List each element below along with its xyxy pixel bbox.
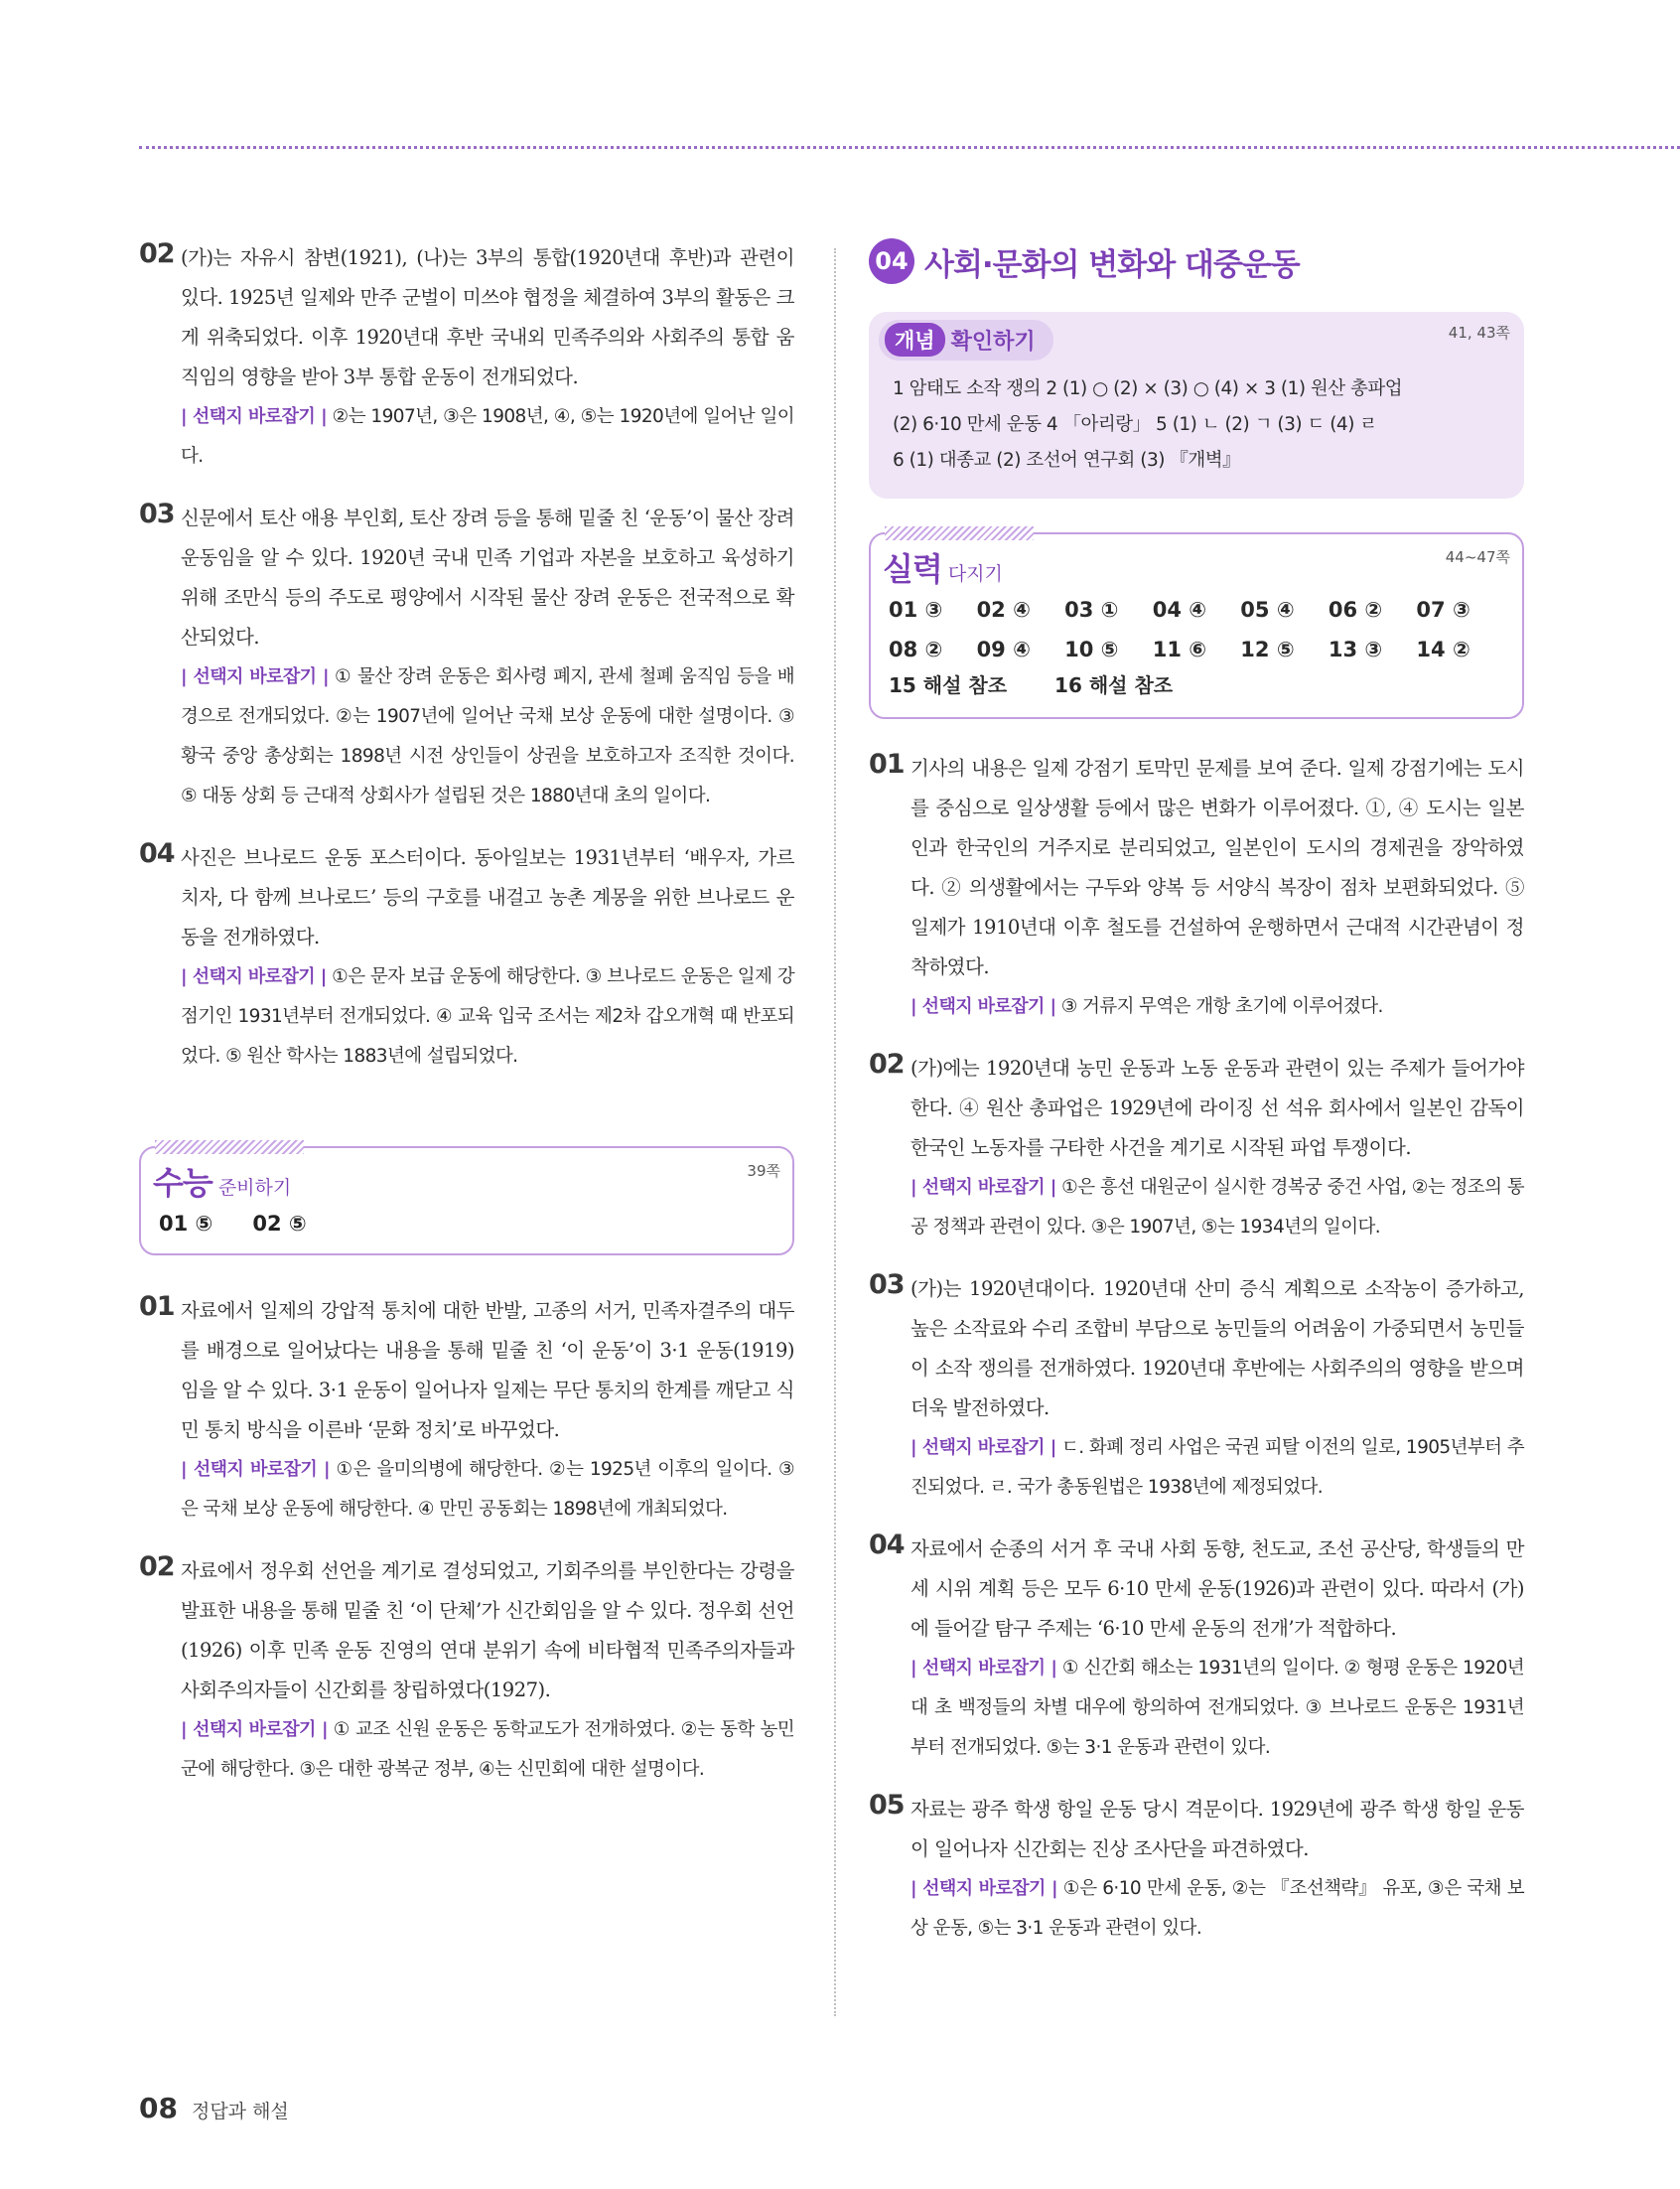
answer-grid bbox=[889, 592, 1504, 667]
column-divider bbox=[834, 248, 836, 2016]
entry-body: (가)는 자유시 참변(1921), (나)는 3부의 통합(1920년대 후반)과 관련이 있다. 1925년 일제와 만주 군벌이 미쓰야 협정을 체결하여 3부의 활동은 크게 위축되었다. 이후 1920년대 후반 국내외 민족주의와 사회주의 통합 움직임의 영향을 받아 3부 통합 운동이 전개되었다. bbox=[181, 246, 794, 388]
section-title: 사회·문화의 변화와 대중운동 bbox=[924, 246, 1300, 283]
entry-number: 01 bbox=[139, 1291, 175, 1322]
page-reference: 44~47쪽 bbox=[1445, 548, 1510, 566]
entry-fix: | 선택지 바로잡기 | ①은 흥선 대원군이 실시한 경복궁 중건 사업, ②는 정조의 통공 정책과 관련이 있다. ③은 1907년, ⑤는 1934년의 일이다. bbox=[910, 1177, 1524, 1238]
answer-item: 13 ③ bbox=[1328, 638, 1383, 661]
box-hatch bbox=[885, 526, 1034, 540]
right-column bbox=[869, 238, 1524, 1970]
answer-item: 02 ④ bbox=[976, 598, 1031, 622]
entry-fix: | 선택지 바로잡기 | ③ 거류지 무역은 개항 초기에 이루어졌다. bbox=[910, 996, 1383, 1017]
suneung-answer-box bbox=[139, 1146, 794, 1255]
answer-item: 09 ④ bbox=[976, 638, 1031, 661]
entry-number: 02 bbox=[139, 1551, 175, 1582]
entry-fix: | 선택지 바로잡기 | ①은 문자 보급 운동에 해당한다. ③ 브나로드 운동은 일제 강점기인 1931년부터 전개되었다. ④ 교육 입국 조서는 제2차 갑오개혁 때 반포되었다. ⑤ 원산 학사는 1883년에 설립되었다. bbox=[181, 966, 794, 1067]
answer-item: 12 ⑤ bbox=[1240, 638, 1295, 661]
answer-item: 11 ⑥ bbox=[1152, 638, 1207, 661]
fix-tag: | 선택지 바로잡기 | bbox=[181, 1459, 331, 1480]
entry-fix: | 선택지 바로잡기 | ㄷ. 화폐 정리 사업은 국권 피탈 이전의 일로, 1905년부터 추진되었다. ㄹ. 국가 총동원법은 1938년에 제정되었다. bbox=[910, 1437, 1525, 1498]
entry-fix: | 선택지 바로잡기 | ① 물산 장려 운동은 회사령 폐지, 관세 철폐 움직임 등을 배경으로 전개되었다. ②는 1907년에 일어난 국채 보상 운동에 대한 설명이다. ③ 황국 중앙 총상회는 1898년 시전 상인들이 상권을 보호하고자 조직한 것이다. ⑤ 대동 상회 등 근대적 상회사가 설립된 것은 1880년대 초의 일이다. bbox=[181, 666, 794, 806]
top-dotted-rule bbox=[139, 146, 1680, 149]
entry-body: 신문에서 토산 애용 부인회, 토산 장려 등을 통해 밑줄 친 ‘운동’이 물산 장려 운동임을 알 수 있다. 1920년 국내 민족 기업과 자본을 보호하고 육성하기 위해 조만식 등의 주도로 평양에서 시작된 물산 장려 운동은 전국적으로 확산되었다. bbox=[181, 507, 794, 649]
entry-fix: | 선택지 바로잡기 | ① 신간회 해소는 1931년의 일이다. ② 형평 운동은 1920년대 초 백정들의 차별 대우에 항의하여 전개되었다. ③ 브나로드 운동은 1931년부터 전개되었다. ⑤는 3·1 운동과 관련이 있다. bbox=[910, 1658, 1525, 1758]
entry-body: 자료에서 순종의 서거 후 국내 사회 동향, 천도교, 조선 공산당, 학생들의 만세 시위 계획 등은 모두 6·10 만세 운동(1926)과 관련이 있다. 따라서 (가)에 들어갈 탐구 주제는 ‘6·10 만세 운동의 전개’가 적합하다. bbox=[910, 1537, 1524, 1640]
entry-body: 사진은 브나로드 운동 포스터이다. 동아일보는 1931년부터 ‘배우자, 가르치자, 다 함께 브나로드’ 등의 구호를 내걸고 농촌 계몽을 위한 브나로드 운동을 전개하였다. bbox=[181, 846, 794, 949]
answer-item: 01 ⑤ bbox=[159, 1212, 213, 1236]
entry-number: 04 bbox=[869, 1530, 905, 1560]
fix-tag: | 선택지 바로잡기 | bbox=[910, 1177, 1056, 1198]
entry-number: 04 bbox=[139, 838, 175, 869]
fix-tag: | 선택지 바로잡기 | bbox=[181, 666, 329, 687]
entry-fix: | 선택지 바로잡기 | ②는 1907년, ③은 1908년, ④, ⑤는 1920년에 일어난 일이다. bbox=[181, 406, 795, 467]
answer-item: 16 해설 참조 bbox=[1054, 673, 1174, 697]
box-hatch bbox=[155, 1140, 304, 1154]
section-number-badge: 04 bbox=[869, 238, 914, 284]
concept-line: (2) 6·10 만세 운동 4 「아리랑」 5 (1) ㄴ (2) ㄱ (3) ㄷ (4) ㄹ bbox=[893, 414, 1377, 435]
fix-tag: | 선택지 바로잡기 | bbox=[181, 966, 327, 987]
answer-entry bbox=[869, 1530, 1524, 1768]
answer-entry bbox=[139, 1551, 794, 1790]
answer-extra-row bbox=[889, 667, 1504, 703]
answer-item: 14 ② bbox=[1416, 638, 1470, 661]
answer-row bbox=[159, 1206, 774, 1241]
page-reference: 41, 43쪽 bbox=[1448, 324, 1510, 342]
left-column bbox=[139, 238, 794, 1812]
page-footer bbox=[139, 2092, 289, 2124]
practice-answer-box bbox=[869, 532, 1524, 719]
box-heading: 수능 준비하기 bbox=[153, 1164, 292, 1202]
answer-item: 03 ① bbox=[1064, 598, 1119, 622]
answer-entry bbox=[139, 238, 794, 477]
page-number: 08 bbox=[139, 2092, 178, 2124]
answer-item: 15 해설 참조 bbox=[889, 673, 1008, 697]
fix-tag: | 선택지 바로잡기 | bbox=[910, 1437, 1056, 1458]
fix-tag: | 선택지 바로잡기 | bbox=[910, 996, 1056, 1017]
answer-entry bbox=[869, 1269, 1524, 1508]
entry-number: 01 bbox=[869, 749, 905, 780]
concept-tab: 개념 확인하기 bbox=[879, 320, 1053, 361]
entry-number: 03 bbox=[869, 1269, 905, 1300]
entry-number: 03 bbox=[139, 499, 175, 529]
concept-line: 6 (1) 대종교 (2) 조선어 연구회 (3) 『개벽』 bbox=[893, 450, 1241, 471]
entry-body: 기사의 내용은 일제 강점기 토막민 문제를 보여 준다. 일제 강점기에는 도시를 중심으로 일상생활 등에서 많은 변화가 이루어졌다. ①, ④ 도시는 일본인과 한국인의 거주지로 분리되었고, 일본인이 도시의 경제권을 장악하였다. ② 의생활에서는 구두와 양복 등 서양식 복장이 점차 보편화되었다. ⑤ 일제가 1910년대 이후 철도를 건설하여 운행하면서 근대적 시간관념이 정착하였다. bbox=[910, 757, 1524, 978]
answer-entry bbox=[869, 749, 1524, 1027]
entry-body: 자료에서 정우회 선언을 계기로 결성되었고, 기회주의를 부인한다는 강령을 발표한 내용을 통해 밑줄 친 ‘이 단체’가 신간회임을 알 수 있다. 정우회 선언(1926) 이후 민족 운동 진영의 연대 분위기 속에 비타협적 민족주의자들과 사회주의자들이 신간회를 창립하였다(1927). bbox=[181, 1559, 794, 1701]
answer-item: 01 ③ bbox=[889, 598, 943, 622]
entry-fix: | 선택지 바로잡기 | ①은 6·10 만세 운동, ②는 『조선책략』 유포, ③은 국채 보상 운동, ⑤는 3·1 운동과 관련이 있다. bbox=[910, 1878, 1524, 1939]
footer-title: 정답과 해설 bbox=[191, 2101, 289, 2122]
entry-number: 05 bbox=[869, 1790, 905, 1821]
fix-tag: | 선택지 바로잡기 | bbox=[910, 1658, 1057, 1678]
answer-item: 07 ③ bbox=[1416, 598, 1470, 622]
entry-body: (가)는 1920년대이다. 1920년대 산미 증식 계획으로 소작농이 증가하고, 높은 소작료와 수리 조합비 부담으로 농민들의 어려움이 가중되면서 농민들이 소작 쟁의를 전개하였다. 1920년대 후반에는 사회주의의 영향을 받으며 더욱 발전하였다. bbox=[910, 1277, 1524, 1419]
answer-entry bbox=[869, 1790, 1524, 1949]
answer-item: 10 ⑤ bbox=[1064, 638, 1119, 661]
concept-line: 1 암태도 소작 쟁의 2 (1) ○ (2) × (3) ○ (4) × 3 (1) 원산 총파업 bbox=[893, 378, 1403, 399]
answer-item: 04 ④ bbox=[1152, 598, 1207, 622]
answer-entry bbox=[139, 499, 794, 816]
answer-item: 05 ④ bbox=[1240, 598, 1295, 622]
fix-tag: | 선택지 바로잡기 | bbox=[181, 1719, 328, 1740]
answer-item: 02 ⑤ bbox=[252, 1212, 307, 1236]
entry-number: 02 bbox=[139, 238, 175, 269]
answer-entry bbox=[139, 1291, 794, 1530]
concept-check-box bbox=[869, 312, 1524, 499]
answer-item: 08 ② bbox=[889, 638, 943, 661]
entry-fix: | 선택지 바로잡기 | ①은 을미의병에 해당한다. ②는 1925년 이후의 일이다. ③은 국채 보상 운동에 해당한다. ④ 만민 공동회는 1898년에 개최되었다. bbox=[181, 1459, 795, 1520]
entry-body: 자료는 광주 학생 항일 운동 당시 격문이다. 1929년에 광주 학생 항일 운동이 일어나자 신간회는 진상 조사단을 파견하였다. bbox=[910, 1798, 1524, 1860]
box-heading: 실력 다지기 bbox=[883, 550, 1003, 588]
answer-entry bbox=[869, 1049, 1524, 1247]
fix-tag: | 선택지 바로잡기 | bbox=[910, 1878, 1057, 1899]
entry-number: 02 bbox=[869, 1049, 905, 1080]
fix-tag: | 선택지 바로잡기 | bbox=[181, 406, 328, 427]
entry-body: (가)에는 1920년대 농민 운동과 노동 운동과 관련이 있는 주제가 들어가야 한다. ④ 원산 총파업은 1929년에 라이징 선 석유 회사에서 일본인 감독이 한국인 노동자를 구타한 사건을 계기로 시작된 파업 투쟁이다. bbox=[910, 1057, 1524, 1159]
answer-entry bbox=[139, 838, 794, 1077]
section-header bbox=[869, 238, 1524, 284]
answer-item: 06 ② bbox=[1328, 598, 1383, 622]
entry-body: 자료에서 일제의 강압적 통치에 대한 반발, 고종의 서거, 민족자결주의 대두를 배경으로 일어났다는 내용을 통해 밑줄 친 ‘이 운동’이 3·1 운동(1919)임을 알 수 있다. 3·1 운동이 일어나자 일제는 무단 통치의 한계를 깨닫고 식민 통치 방식을 이른바 ‘문화 정치’로 바꾸었다. bbox=[181, 1299, 794, 1441]
entry-fix: | 선택지 바로잡기 | ① 교조 신원 운동은 동학교도가 전개하였다. ②는 동학 농민군에 해당한다. ③은 대한 광복군 정부, ④는 신민회에 대한 설명이다. bbox=[181, 1719, 795, 1780]
page-reference: 39쪽 bbox=[747, 1162, 780, 1180]
